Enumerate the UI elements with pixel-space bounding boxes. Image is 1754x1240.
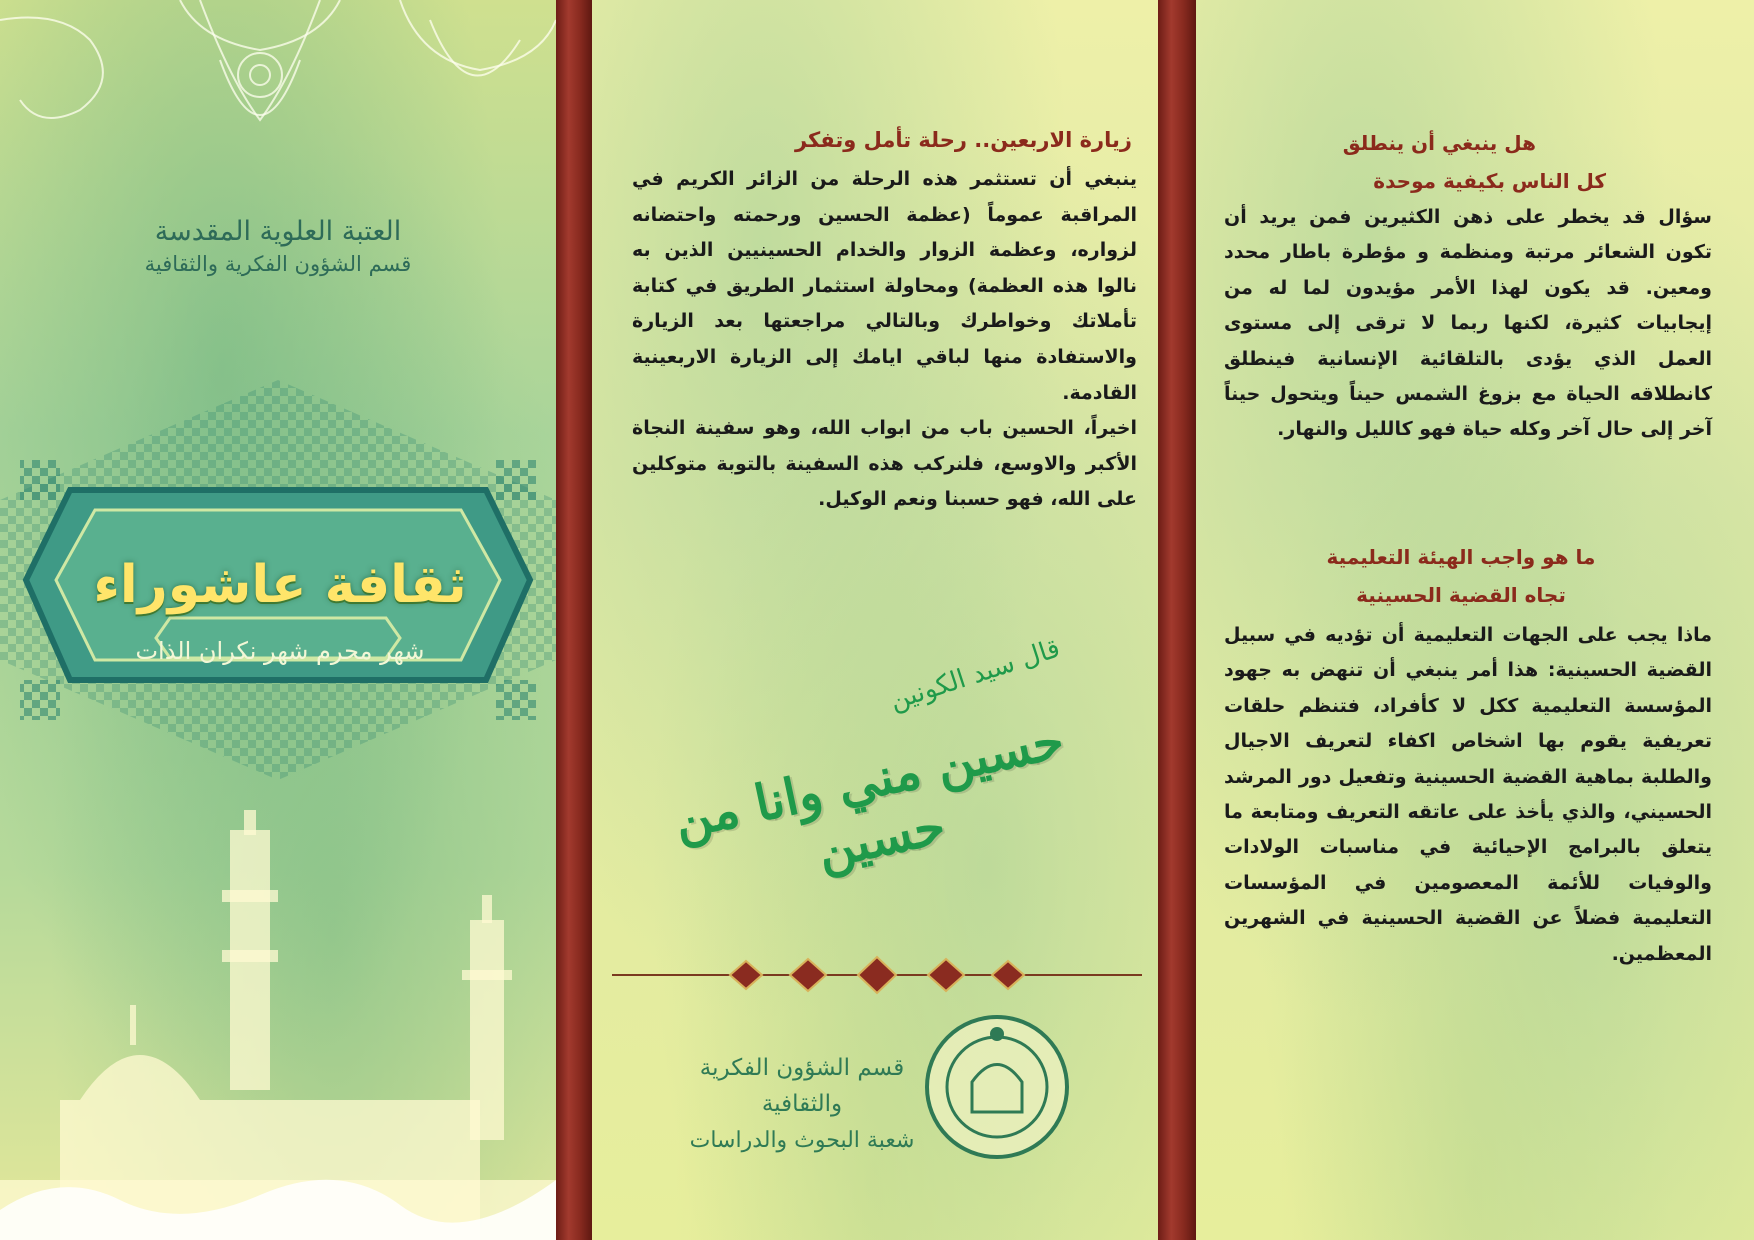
- right-panel: [1196, 0, 1754, 1240]
- right-heading-1: [1226, 124, 1696, 200]
- right-heading-1-line-2: كل الناس بكيفية موحدة: [1373, 169, 1606, 193]
- ornamental-divider-icon: [612, 955, 1142, 995]
- right-heading-2: [1226, 538, 1696, 614]
- logo-line-2: شعبة البحوث والدراسات: [689, 1128, 915, 1153]
- fold-strip-left: [556, 0, 592, 1240]
- department-logo-text: [130, 215, 426, 279]
- middle-body: [632, 162, 1137, 518]
- dept-line-1: العتبة العلوية المقدسة: [154, 216, 402, 247]
- right-paragraph-2: ماذا يجب على الجهات التعليمية أن تؤديه في سبيل القضية الحسينية: هذا أمر ينبغي أن تنهض به جهود المؤسسة التعليمية ككل لا كأفراد، فتنظم حلقات تعريفية يقوم بها اشخاص اكفاء لتعريف الاجيال والطلبة بماهية القضية الحسينية وتفعيل دور المرشد الحسيني، والذي يأخذ على عاتقه التعريف ومتابعة ما يتعلق بالبرامج الإحيائية في مناسبات الولادات والوفيات للأئمة المعصومين في المؤسسات التعليمية فضلاً عن القضية الحسينية في الشهرين المعظمين.: [1224, 624, 1712, 965]
- calligraphy-main: حسين مني وانا من حسين: [668, 710, 1069, 881]
- cover-title: ثقافة عاشوراء: [93, 555, 467, 615]
- middle-heading: زيارة الاربعين.. رحلة تأمل وتفكر: [794, 128, 1132, 152]
- seal-icon: [922, 1012, 1072, 1162]
- right-paragraph-1: سؤال قد يخطر على ذهن الكثيرين فمن يريد أن تكون الشعائر مرتبة ومنظمة و مؤطرة باطار محدد ومعين. قد يكون لهذا الأمر مؤيدون لما له من إيجابيات كثيرة، لكنها ربما لا ترقى إلى مستوى العمل الذي يؤدى بالتلقائية الإنسانية فينطلق كانطلاقه الحياة مع بزوغ الشمس حيناً ويتحول حيناً آخر إلى حال آخر وكله حياة فهو كالليل والنهار.: [1224, 206, 1712, 441]
- right-heading-1-line-1: هل ينبغي أن ينطلق: [1342, 131, 1536, 155]
- fold-strip-right: [1158, 0, 1196, 1240]
- calligraphy-top: قال سيد الكونين: [886, 633, 1064, 717]
- middle-paragraph-2: اخيراً، الحسين باب من ابواب الله، وهو سفينة النجاة الأكبر والاوسع، فلنركب هذه السفينة بالتوبة متوكلين على الله، فهو حسبنا ونعم الوكيل.: [632, 417, 1137, 511]
- right-heading-2-line-1: ما هو واجب الهيئة التعليمية: [1326, 545, 1596, 569]
- dept-logo-text: [682, 1050, 922, 1160]
- dept-line-2: قسم الشؤون الفكرية والثقافية: [144, 252, 412, 276]
- logo-line-1: قسم الشؤون الفكرية والثقافية: [699, 1055, 905, 1117]
- calligraphy-block: [640, 633, 1110, 940]
- arabesque-ornament-icon: [0, 0, 556, 180]
- middle-paragraph-1: ينبغي أن تستثمر هذه الرحلة من الزائر الكريم في المراقبة عموماً (عظمة الحسين ورحمته واحتضانه لزواره، وعظمة الزوار والخدام الحسينيين الذين به نالوا هذه العظمة) ومحاولة استثمار الطريق في كتابة تأملاتك وخواطرك وبالتالي مراجعتها بعد الزيارة والاستفادة منها لباقي ايامك إلى الزيارة الاربعينية القادمة.: [632, 168, 1137, 404]
- right-heading-2-line-2: تجاه القضية الحسينية: [1356, 583, 1566, 607]
- cover-panel: [0, 0, 556, 1240]
- middle-panel: [592, 0, 1158, 1240]
- shrine-silhouette-icon: [0, 800, 556, 1240]
- cover-subtitle: شهر محرم شهر نكران الذات: [135, 637, 425, 665]
